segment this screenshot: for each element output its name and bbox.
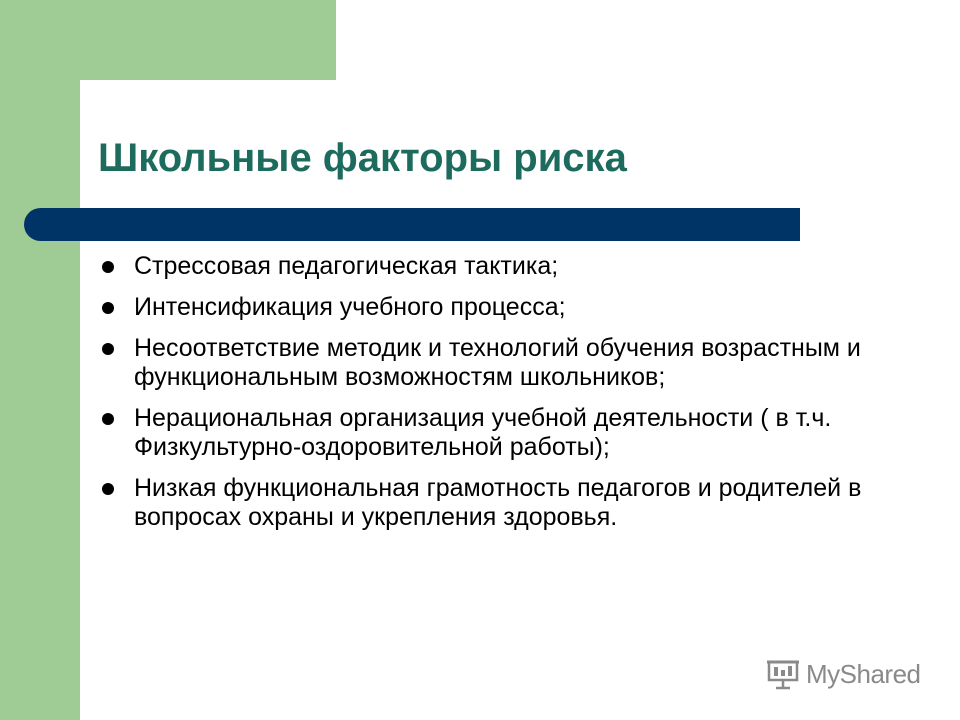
bullet-item (100, 334, 880, 392)
slide-title: Школьные факторы риска (98, 136, 627, 180)
bullet-list (100, 252, 880, 544)
bullet-item (100, 404, 880, 462)
bullet-dot-icon (102, 302, 114, 314)
bullet-text: Стрессовая педагогическая тактика; (134, 252, 559, 280)
bullet-text: Низкая функциональная грамотность педагогов и родителей в вопросах охраны и укрепления здоровья. (134, 474, 862, 531)
bullet-dot-icon (102, 483, 114, 495)
watermark-logo[interactable] (766, 656, 921, 692)
bullet-dot-icon (102, 413, 114, 425)
bullet-dot-icon (102, 343, 114, 355)
bullet-item (100, 293, 880, 322)
watermark-text: MyShared (806, 658, 921, 689)
green-top-decoration (0, 0, 336, 80)
bullet-text: Нерациональная организация учебной деятельности ( в т.ч. Физкультурно-оздоровительной работы); (134, 404, 832, 461)
bullet-text: Несоответствие методик и технологий обучения возрастным и функциональным возможностям школьников; (134, 334, 861, 391)
presentation-board-icon (766, 657, 800, 691)
bullet-text: Интенсификация учебного процесса; (134, 293, 566, 321)
bullet-item (100, 474, 880, 532)
bullet-dot-icon (102, 261, 114, 273)
bullet-item (100, 252, 880, 281)
title-underline-bar (24, 208, 800, 241)
green-sidebar-decoration (0, 0, 80, 720)
